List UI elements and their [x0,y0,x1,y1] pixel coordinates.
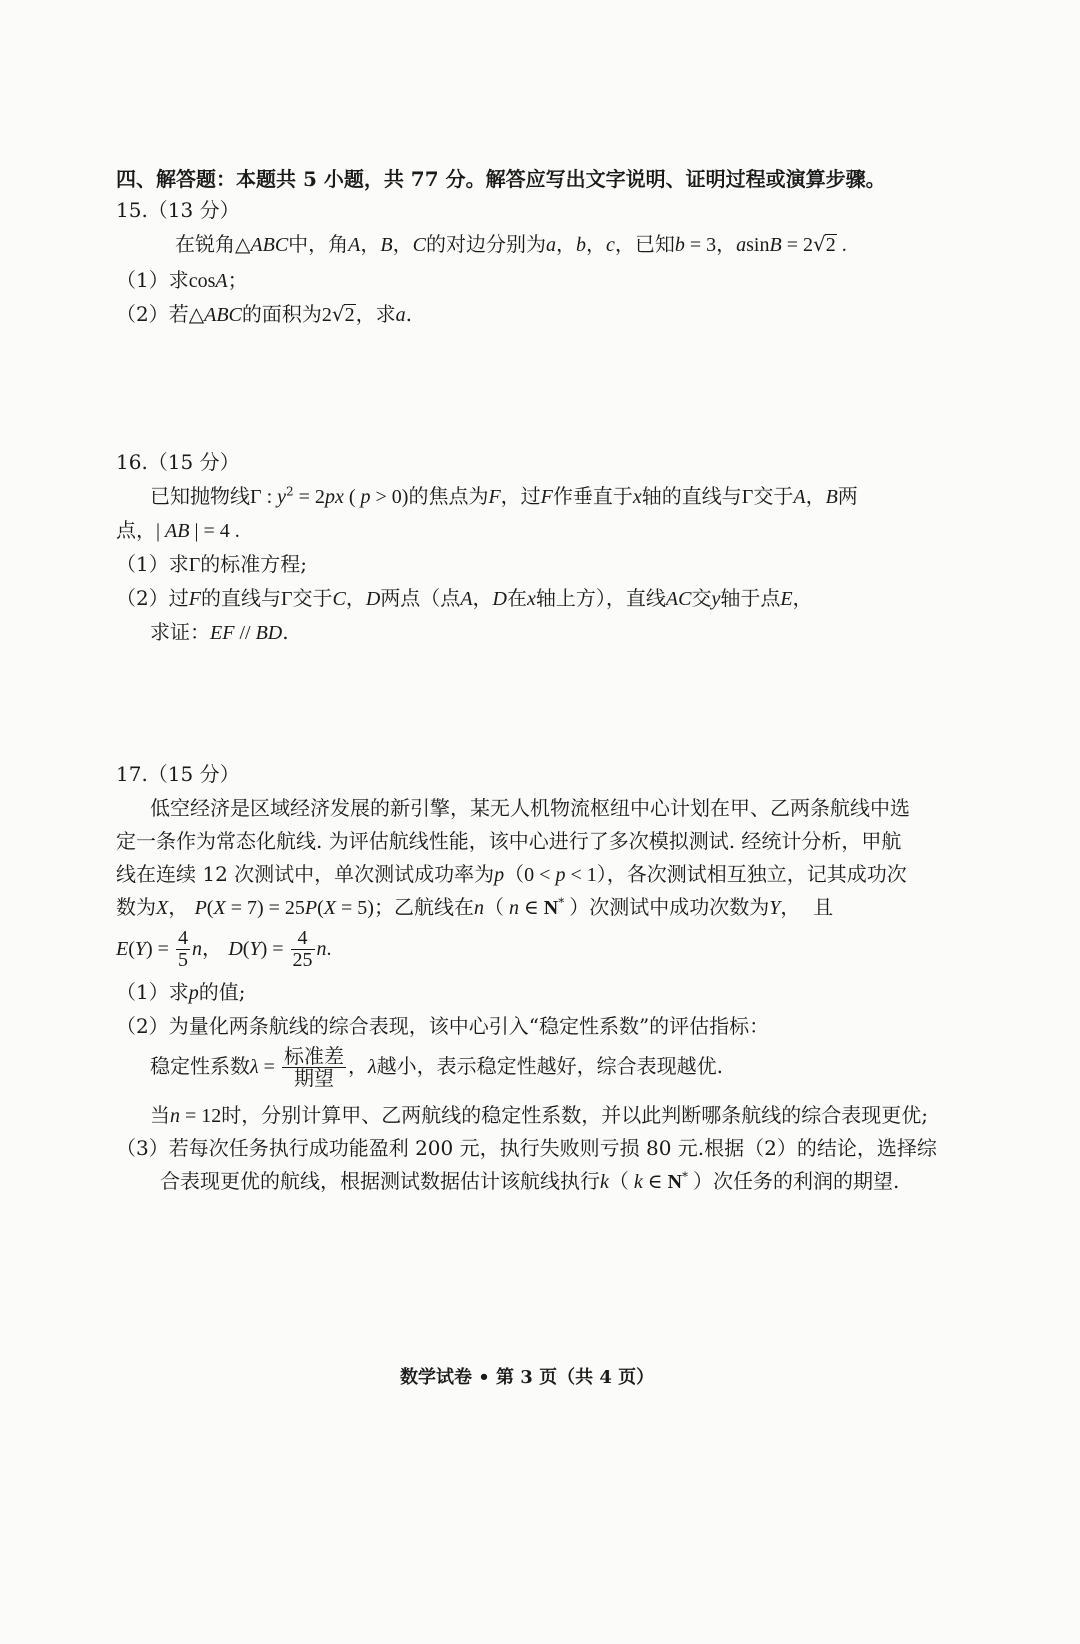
q16-part2-line2: 求证：EF // BD. [150,620,289,644]
q17-part2-line3: 当n = 12时，分别计算甲、乙两航线的稳定性系数，并以此判断哪条航线的综合表现更优; [150,1103,929,1127]
q17-header: 17.（15 分） [116,762,240,786]
q16-stem-line2: 点，| AB | = 4 . [116,518,240,542]
q17-part2: （2）为量化两条航线的综合表现，该中心引入“稳定性系数”的评估指标： [116,1014,770,1038]
q17-line4: 数为X， P(X = 7) = 25P(X = 5)；乙航线在n（ n ∈ N* ）次测试中成功次数为Y， 且 [116,895,834,919]
q15-stem: 在锐角△ABC中，角A，B，C的对边分别为a，b，c，已知b = 3，asinB = 2√2 . [175,232,847,256]
q17-line1: 低空经济是区域经济发展的新引擎，某无人机物流枢纽中心计划在甲、乙两条航线中选 [150,796,910,820]
q17-stability-formula: 稳定性系数λ = $\frac{\text{标准差}}{\text{期望}}$ ，λ越小，表示稳定性越好，综合表现越优. [150,1044,723,1090]
q16-part1: （1）求Γ的标准方程; [116,552,308,576]
section-title: 四、解答题：本题共 5 小题，共 77 分。解答应写出文字说明、证明过程或演算步骤。 [116,167,886,191]
q16-stem-line1: 已知抛物线Γ : $y^2 = 2px$ ( p > 0)的焦点为F，过F作垂直于x轴的直线与Γ交于A，B两 [150,484,858,508]
q15-header: 15.（13 分） [116,198,240,222]
q16-part2-line1: （2）过F的直线与Γ交于C，D两点（点A，D在x轴上方），直线AC交y轴于点E， [116,586,813,610]
q15-part2: （2）若△ABC的面积为2√2，求a. [116,302,412,326]
q15-part1: （1）求cosA； [116,268,248,292]
q17-line3: 线在连续 12 次测试中，单次测试成功率为p（0 < p < 1），各次测试相互独立，记其成功次 [116,862,907,886]
q17-part3-line1: （3）若每次任务执行成功能盈利 200 元，执行失败则亏损 80 元.根据（2）的结论，选择综 [116,1136,937,1160]
q17-expectation-variance: E(Y) = $\frac{4}{5}$ n， D(Y) = $\frac{4}{25}$ n. [116,927,332,971]
q17-part1: （1）求p的值; [116,980,246,1004]
page-footer: 数学试卷 • 第 3 页（共 4 页） [400,1367,655,1388]
q17-line2: 定一条作为常态化航线. 为评估航线性能，该中心进行了多次模拟测试. 经统计分析，甲航 [116,829,902,853]
q16-header: 16.（15 分） [116,450,240,474]
q17-part3-line2: 合表现更优的航线，根据测试数据估计该航线执行k（ k ∈ N* ）次任务的利润的期望. [160,1169,900,1193]
